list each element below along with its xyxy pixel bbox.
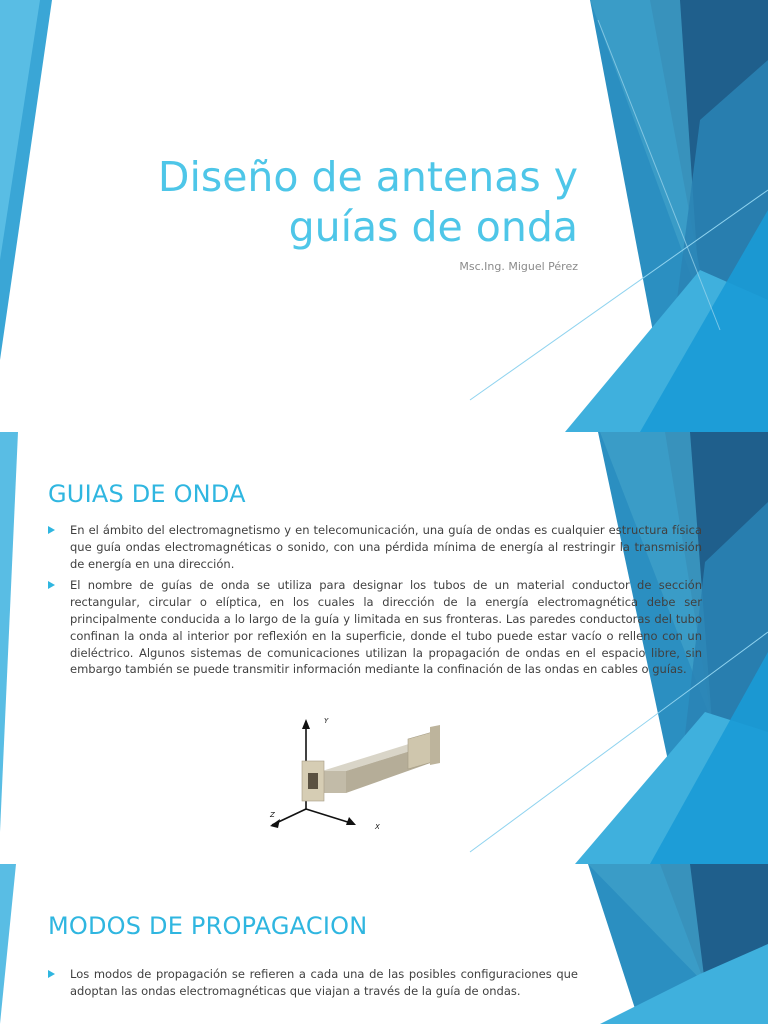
bullet-arrow-icon: [48, 970, 55, 978]
axis-label-z: Z: [270, 811, 275, 819]
bullet-arrow-icon: [48, 526, 55, 534]
bullet-arrow-icon: [48, 581, 55, 589]
list-item: [48, 522, 702, 572]
bullet-text: En el ámbito del electromagnetismo y en telecomunicación, una guía de ondas es cualquier estructura física que guía ondas electromagnéticas o sonido, con una pérdida mínima de energía al restringir la transmisión de energía en una dirección.: [70, 523, 702, 571]
waveguide-figure: [250, 709, 480, 834]
author-subtitle: Msc.Ing. Miguel Pérez: [459, 260, 578, 273]
bullet-list: [48, 966, 578, 1005]
list-item: [48, 577, 702, 678]
slide-heading: GUIAS DE ONDA: [48, 480, 246, 508]
list-item: [48, 966, 578, 1000]
guias-de-onda-slide: [0, 432, 768, 864]
slide-heading: MODOS DE PROPAGACION: [48, 912, 368, 940]
bullet-list: [48, 522, 702, 683]
presentation-title: [58, 152, 578, 252]
title-slide: [0, 0, 768, 432]
bullet-text: El nombre de guías de onda se utiliza para designar los tubos de un material conductor de sección rectangular, circular o elíptica, en los cuales la dirección de la energía electromagnética debe ser principalmente conducida a lo largo de la guía y limitada en sus fronteras. Las paredes conductoras del tubo confinan la onda al interior por reflexión en la superficie, donde el tubo puede estar vacío o relleno con un dieléctrico. Algunos sistemas de comunicaciones utilizan la propagación de ondas en el espacio libre, sin embargo también se puede transmitir información mediante la confinación de las ondas en cables o guías.: [70, 578, 702, 677]
title-line-2: guías de onda: [288, 203, 578, 251]
title-line-1: Diseño de antenas y: [157, 153, 578, 201]
axis-label-x: X: [375, 823, 380, 831]
modos-de-propagacion-slide: [0, 864, 768, 1024]
axis-label-y: Y: [324, 717, 329, 725]
bullet-text: Los modos de propagación se refieren a cada una de las posibles configuraciones que adoptan las ondas electromagnéticas que viajan a través de la guía de ondas.: [70, 967, 578, 998]
